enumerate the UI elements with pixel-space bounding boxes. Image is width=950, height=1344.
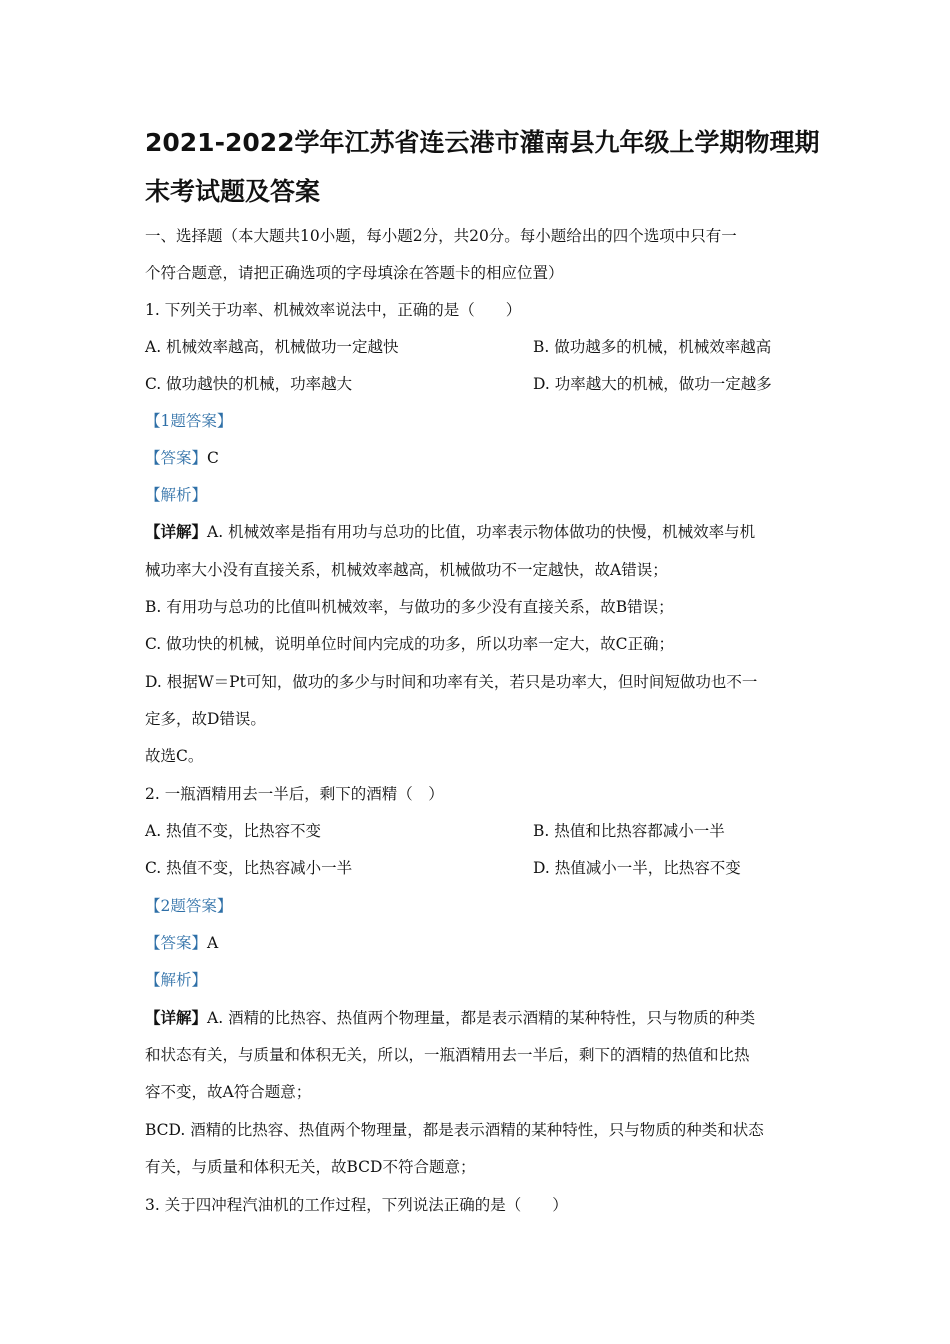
question-1-option-c: C. 做功越快的机械，功率越大	[145, 375, 353, 393]
detail-text: A. 酒精的比热容、热值两个物理量，都是表示酒精的某种特性，只与物质的种类	[207, 1009, 756, 1027]
question-1-detail-line-2: 械功率大小没有直接关系，机械效率越高，机械做功不一定越快，故A错误；	[145, 561, 668, 579]
answer-value: A	[207, 934, 219, 952]
question-2-analysis-label: 【解析】	[145, 971, 208, 989]
answer-label: 【答案】	[145, 449, 208, 467]
question-1-detail-line-1	[145, 521, 755, 543]
question-1-stem: 1. 下列关于功率、机械效率说法中，正确的是（ ）	[145, 301, 522, 319]
question-1-option-d: D. 功率越大的机械，做功一定越多	[533, 375, 772, 393]
question-2-option-d: D. 热值减小一半，比热容不变	[533, 859, 741, 877]
question-2-detail-line-5: 有关，与质量和体积无关，故BCD不符合题意；	[145, 1158, 476, 1176]
question-2-detail-line-2: 和状态有关，与质量和体积无关，所以，一瓶酒精用去一半后，剩下的酒精的热值和比热	[145, 1046, 750, 1064]
answer-label: 【答案】	[145, 934, 208, 952]
question-1-detail-line-3: B. 有用功与总功的比值叫机械效率，与做功的多少没有直接关系，故B错误；	[145, 598, 674, 616]
document-title-line-2: 末考试题及答案	[145, 177, 321, 206]
question-1-option-a: A. 机械效率越高，机械做功一定越快	[145, 338, 399, 356]
section-intro-line-2: 个符合题意，请把正确选项的字母填涂在答题卡的相应位置）	[145, 264, 564, 282]
question-1-answer	[145, 447, 219, 469]
detail-label: 【详解】	[145, 1008, 208, 1027]
document-title-line-1: 2021-2022学年江苏省连云港市灌南县九年级上学期物理期	[145, 128, 820, 157]
question-1-conclusion: 故选C。	[145, 747, 204, 765]
question-1-option-b: B. 做功越多的机械，机械效率越高	[533, 338, 772, 356]
question-2-detail-line-1	[145, 1007, 755, 1029]
section-intro-line-1: 一、选择题（本大题共10小题，每小题2分，共20分。每小题给出的四个选项中只有一	[145, 227, 737, 245]
question-2-answer	[145, 932, 218, 954]
detail-text: A. 机械效率是指有用功与总功的比值，功率表示物体做功的快慢，机械效率与机	[207, 523, 756, 541]
question-2-answer-header: 【2题答案】	[145, 897, 233, 915]
question-1-analysis-label: 【解析】	[145, 486, 208, 504]
question-2-option-c: C. 热值不变，比热容减小一半	[145, 859, 353, 877]
question-2-option-b: B. 热值和比热容都减小一半	[533, 822, 725, 840]
question-2-detail-line-4: BCD. 酒精的比热容、热值两个物理量，都是表示酒精的某种特性，只与物质的种类和状态	[145, 1121, 764, 1139]
question-2-stem: 2. 一瓶酒精用去一半后，剩下的酒精（ ）	[145, 785, 444, 803]
question-2-option-a: A. 热值不变，比热容不变	[145, 822, 322, 840]
question-2-detail-line-3: 容不变，故A符合题意；	[145, 1083, 312, 1101]
question-1-detail-line-4: C. 做功快的机械，说明单位时间内完成的功多，所以功率一定大，故C正确；	[145, 635, 675, 653]
question-1-detail-line-6: 定多，故D错误。	[145, 710, 266, 728]
detail-label: 【详解】	[145, 522, 208, 541]
answer-value: C	[207, 449, 219, 467]
question-1-detail-line-5: D. 根据W＝Pt可知，做功的多少与时间和功率有关，若只是功率大，但时间短做功也不一	[145, 673, 758, 691]
question-3-stem: 3. 关于四冲程汽油机的工作过程，下列说法正确的是（ ）	[145, 1196, 568, 1214]
question-1-answer-header: 【1题答案】	[145, 412, 233, 430]
